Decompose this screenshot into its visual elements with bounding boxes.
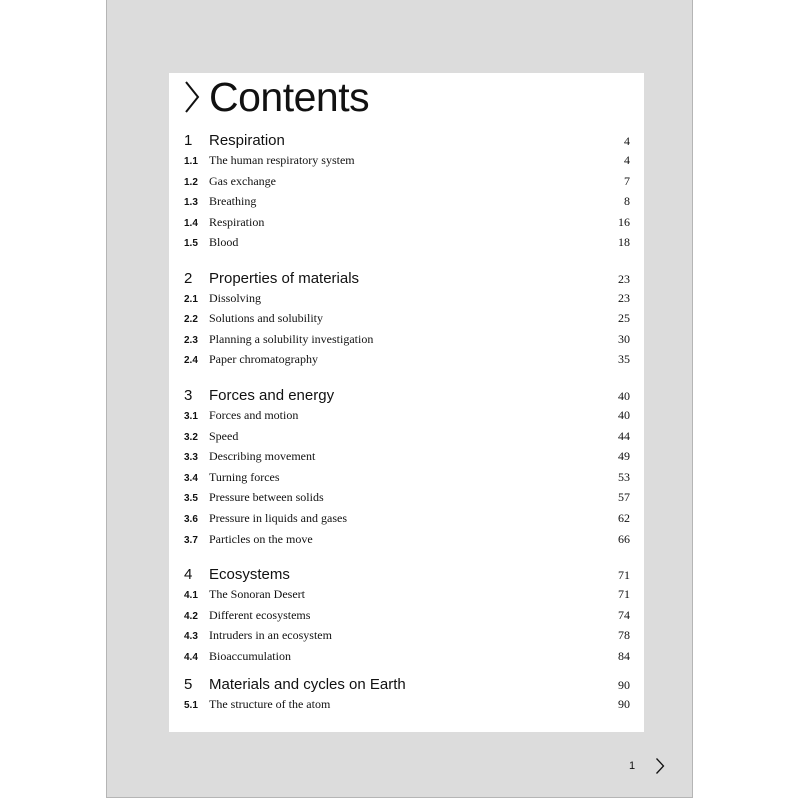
section-number: 3.5 xyxy=(184,493,198,504)
section-row[interactable] xyxy=(184,449,630,464)
chapter-number: 4 xyxy=(184,566,193,583)
chapter-number: 3 xyxy=(184,387,193,404)
chapter-title: Respiration xyxy=(209,132,285,149)
chapter-title: Materials and cycles on Earth xyxy=(209,676,406,693)
section-row[interactable] xyxy=(184,697,630,712)
section-row[interactable] xyxy=(184,311,630,326)
section-row[interactable] xyxy=(184,291,630,306)
page-footer xyxy=(629,755,665,777)
section-row[interactable] xyxy=(184,215,630,230)
section-title: The human respiratory system xyxy=(209,153,355,167)
chapter-row[interactable] xyxy=(184,270,630,287)
section-number: 1.2 xyxy=(184,177,198,188)
section-row[interactable] xyxy=(184,352,630,367)
section-row[interactable] xyxy=(184,194,630,209)
page-ref: 23 xyxy=(618,291,630,305)
section-title: Dissolving xyxy=(209,291,262,305)
page-ref: 84 xyxy=(618,649,630,663)
page-ref: 7 xyxy=(624,174,630,188)
section-row[interactable] xyxy=(184,511,630,526)
table-of-contents xyxy=(169,73,644,732)
page-ref: 44 xyxy=(618,429,630,443)
chapter-number: 2 xyxy=(184,270,193,287)
section-row[interactable] xyxy=(184,174,630,189)
section-number: 3.3 xyxy=(184,452,198,463)
chapter-row[interactable] xyxy=(184,566,630,583)
section-title: Speed xyxy=(209,429,239,443)
page-ref: 4 xyxy=(624,134,630,148)
section-number: 3.6 xyxy=(184,514,198,525)
section-number: 2.2 xyxy=(184,314,198,325)
page-number: 1 xyxy=(629,760,636,772)
section-number: 1.5 xyxy=(184,238,198,249)
section-number: 5.1 xyxy=(184,700,198,711)
page-ref: 90 xyxy=(618,697,630,711)
page-ref: 30 xyxy=(618,332,630,346)
page-ref: 53 xyxy=(618,470,630,484)
section-number: 4.2 xyxy=(184,611,198,622)
section-row[interactable] xyxy=(184,587,630,602)
page-ref: 4 xyxy=(624,153,630,167)
section-title: Planning a solubility investigation xyxy=(209,332,374,346)
section-row[interactable] xyxy=(184,153,630,168)
section-number: 1.3 xyxy=(184,197,198,208)
section-row[interactable] xyxy=(184,429,630,444)
page-ref: 16 xyxy=(618,215,630,229)
section-title: Pressure between solids xyxy=(209,490,324,504)
section-number: 3.7 xyxy=(184,535,198,546)
chevron-right-icon[interactable] xyxy=(655,757,665,775)
section-row[interactable] xyxy=(184,628,630,643)
page-ref: 40 xyxy=(618,408,630,422)
page-ref: 78 xyxy=(618,628,630,642)
section-number: 4.4 xyxy=(184,652,198,663)
section-title: Describing movement xyxy=(209,449,316,463)
section-title: Breathing xyxy=(209,194,257,208)
page-ref: 71 xyxy=(618,568,630,582)
section-title: Intruders in an ecosystem xyxy=(209,628,332,642)
chapter-row[interactable] xyxy=(184,676,630,693)
section-number: 4.1 xyxy=(184,590,198,601)
section-number: 4.3 xyxy=(184,631,198,642)
page-ref: 49 xyxy=(618,449,630,463)
section-row[interactable] xyxy=(184,649,630,664)
section-title: Different ecosystems xyxy=(209,608,311,622)
section-title: Solutions and solubility xyxy=(209,311,324,325)
section-row[interactable] xyxy=(184,235,630,250)
section-number: 1.4 xyxy=(184,218,198,229)
section-number: 2.1 xyxy=(184,294,198,305)
page-ref: 40 xyxy=(618,389,630,403)
section-title: The Sonoran Desert xyxy=(209,587,305,601)
page-ref: 57 xyxy=(618,490,630,504)
chapter-number: 5 xyxy=(184,676,193,693)
section-title: Blood xyxy=(209,235,239,249)
chapter-title: Ecosystems xyxy=(209,566,290,583)
section-title: Particles on the move xyxy=(209,532,313,546)
chapter-row[interactable] xyxy=(184,132,630,149)
page-ref: 8 xyxy=(624,194,630,208)
section-number: 3.4 xyxy=(184,473,198,484)
contents-panel xyxy=(169,73,644,732)
chapter-row[interactable] xyxy=(184,387,630,404)
section-row[interactable] xyxy=(184,408,630,423)
page-ref: 71 xyxy=(618,587,630,601)
section-title: The structure of the atom xyxy=(209,697,331,711)
section-row[interactable] xyxy=(184,470,630,485)
page-ref: 74 xyxy=(618,608,630,622)
section-title: Pressure in liquids and gases xyxy=(209,511,347,525)
section-number: 2.4 xyxy=(184,355,198,366)
page-ref: 90 xyxy=(618,678,630,692)
page-ref: 62 xyxy=(618,511,630,525)
section-title: Bioaccumulation xyxy=(209,649,291,663)
section-row[interactable] xyxy=(184,332,630,347)
section-number: 2.3 xyxy=(184,335,198,346)
title-text: Contents xyxy=(209,74,370,120)
page-ref: 66 xyxy=(618,532,630,546)
section-number: 3.1 xyxy=(184,411,198,422)
section-row[interactable] xyxy=(184,532,630,547)
section-number: 3.2 xyxy=(184,432,198,443)
section-row[interactable] xyxy=(184,490,630,505)
chapter-title: Forces and energy xyxy=(209,387,335,404)
page-ref: 18 xyxy=(618,235,630,249)
chapter-number: 1 xyxy=(184,132,193,149)
chapter-title: Properties of materials xyxy=(209,270,360,287)
section-title: Turning forces xyxy=(209,470,280,484)
page-ref: 25 xyxy=(618,311,630,325)
section-number: 1.1 xyxy=(184,156,198,167)
section-title: Respiration xyxy=(209,215,265,229)
section-title: Gas exchange xyxy=(209,174,276,188)
section-title: Paper chromatography xyxy=(209,352,318,366)
section-row[interactable] xyxy=(184,608,630,623)
page-ref: 35 xyxy=(618,352,630,366)
page-ref: 23 xyxy=(618,272,630,286)
section-title: Forces and motion xyxy=(209,408,299,422)
